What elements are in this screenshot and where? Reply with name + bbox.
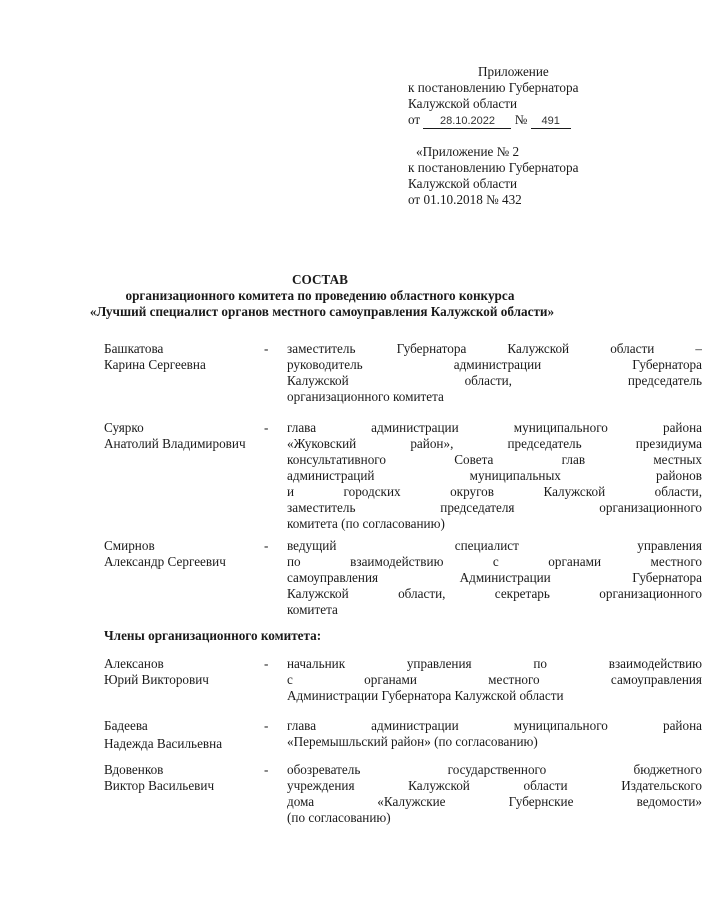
person-given-name: Анатолий Владимирович [104,436,246,451]
position-line: (по согласованию) [287,810,391,825]
person-surname: Алексанов [104,656,164,671]
separator-dash: - [264,718,269,733]
person-given-name: Карина Сергеевна [104,357,206,372]
position-line: «Перемышльский район» (по согласованию) [287,734,538,749]
number-sign: № [514,112,528,127]
appendix-ref-line-3: от 01.10.2018 № 432 [408,192,522,207]
person-given-name: Надежда Васильевна [104,736,223,751]
person-position [287,656,702,704]
position-line: администраций муниципальных районов [287,468,702,483]
appendix-line-2: Калужской области [408,96,518,111]
appendix-date-line [408,112,608,128]
separator-dash: - [264,538,269,553]
position-line: по взаимодействию с органами местного [287,554,702,569]
person-position [287,762,702,826]
appendix-ref-line-2: Калужской области [408,176,518,191]
person-surname: Суярко [104,420,144,435]
position-line: заместитель председателя организационного [287,500,702,515]
separator-dash: - [264,341,269,356]
appendix-header [408,64,608,128]
person-position [287,538,702,618]
person-surname: Вдовенков [104,762,164,777]
person-surname: Башкатова [104,341,164,356]
number-value: 491 [531,114,571,129]
position-line: дома «Калужские Губернские ведомости» [287,794,702,809]
person-given-name: Юрий Викторович [104,672,209,687]
position-line: глава администрации муниципального района [287,718,702,733]
date-value: 28.10.2022 [423,114,511,129]
person-position [287,718,702,750]
position-line: Калужской области, председатель [287,373,702,388]
position-line: комитета (по согласованию) [287,516,445,531]
position-line: глава администрации муниципального района [287,420,702,435]
position-line: учреждения Калужской области Издательского [287,778,702,793]
position-line: начальник управления по взаимодействию [287,656,702,671]
members-heading: Члены организационного комитета: [104,628,322,643]
heading-title: СОСТАВ [292,272,348,287]
position-line: организационного комитета [287,389,444,404]
date-prefix: от [408,112,421,127]
person-position [287,341,702,405]
person-surname: Смирнов [104,538,155,553]
heading-line-2: «Лучший специалист органов местного самоуправления Калужской области» [89,304,555,319]
separator-dash: - [264,420,269,435]
appendix-title: Приложение [478,64,549,79]
person-surname: Бадеева [104,718,148,733]
position-line: Администрации Губернатора Калужской области [287,688,564,703]
position-line: руководитель администрации Губернатора [287,357,702,372]
document-heading [0,272,640,320]
appendix-ref-title: «Приложение № 2 [416,144,520,159]
position-line: консультативного Совета глав местных [287,452,702,467]
separator-dash: - [264,762,269,777]
position-line: и городских округов Калужской области, [287,484,702,499]
person-given-name: Виктор Васильевич [104,778,215,793]
person-given-name: Александр Сергеевич [104,554,226,569]
separator-dash: - [264,656,269,671]
appendix-reference [408,144,608,208]
position-line: комитета [287,602,338,617]
position-line: с органами местного самоуправления [287,672,702,687]
position-line: самоуправления Администрации Губернатора [287,570,702,585]
position-line: Калужской области, секретарь организационного [287,586,702,601]
appendix-ref-line-1: к постановлению Губернатора [408,160,579,175]
position-line: заместитель Губернатора Калужской области – [287,341,702,356]
appendix-line-1: к постановлению Губернатора [408,80,579,95]
heading-line-1: организационного комитета по проведению областного конкурса [125,288,515,303]
person-position [287,420,702,532]
position-line: обозреватель государственного бюджетного [287,762,702,777]
position-line: «Жуковский район», председатель президиума [287,436,702,451]
position-line: ведущий специалист управления [287,538,702,553]
